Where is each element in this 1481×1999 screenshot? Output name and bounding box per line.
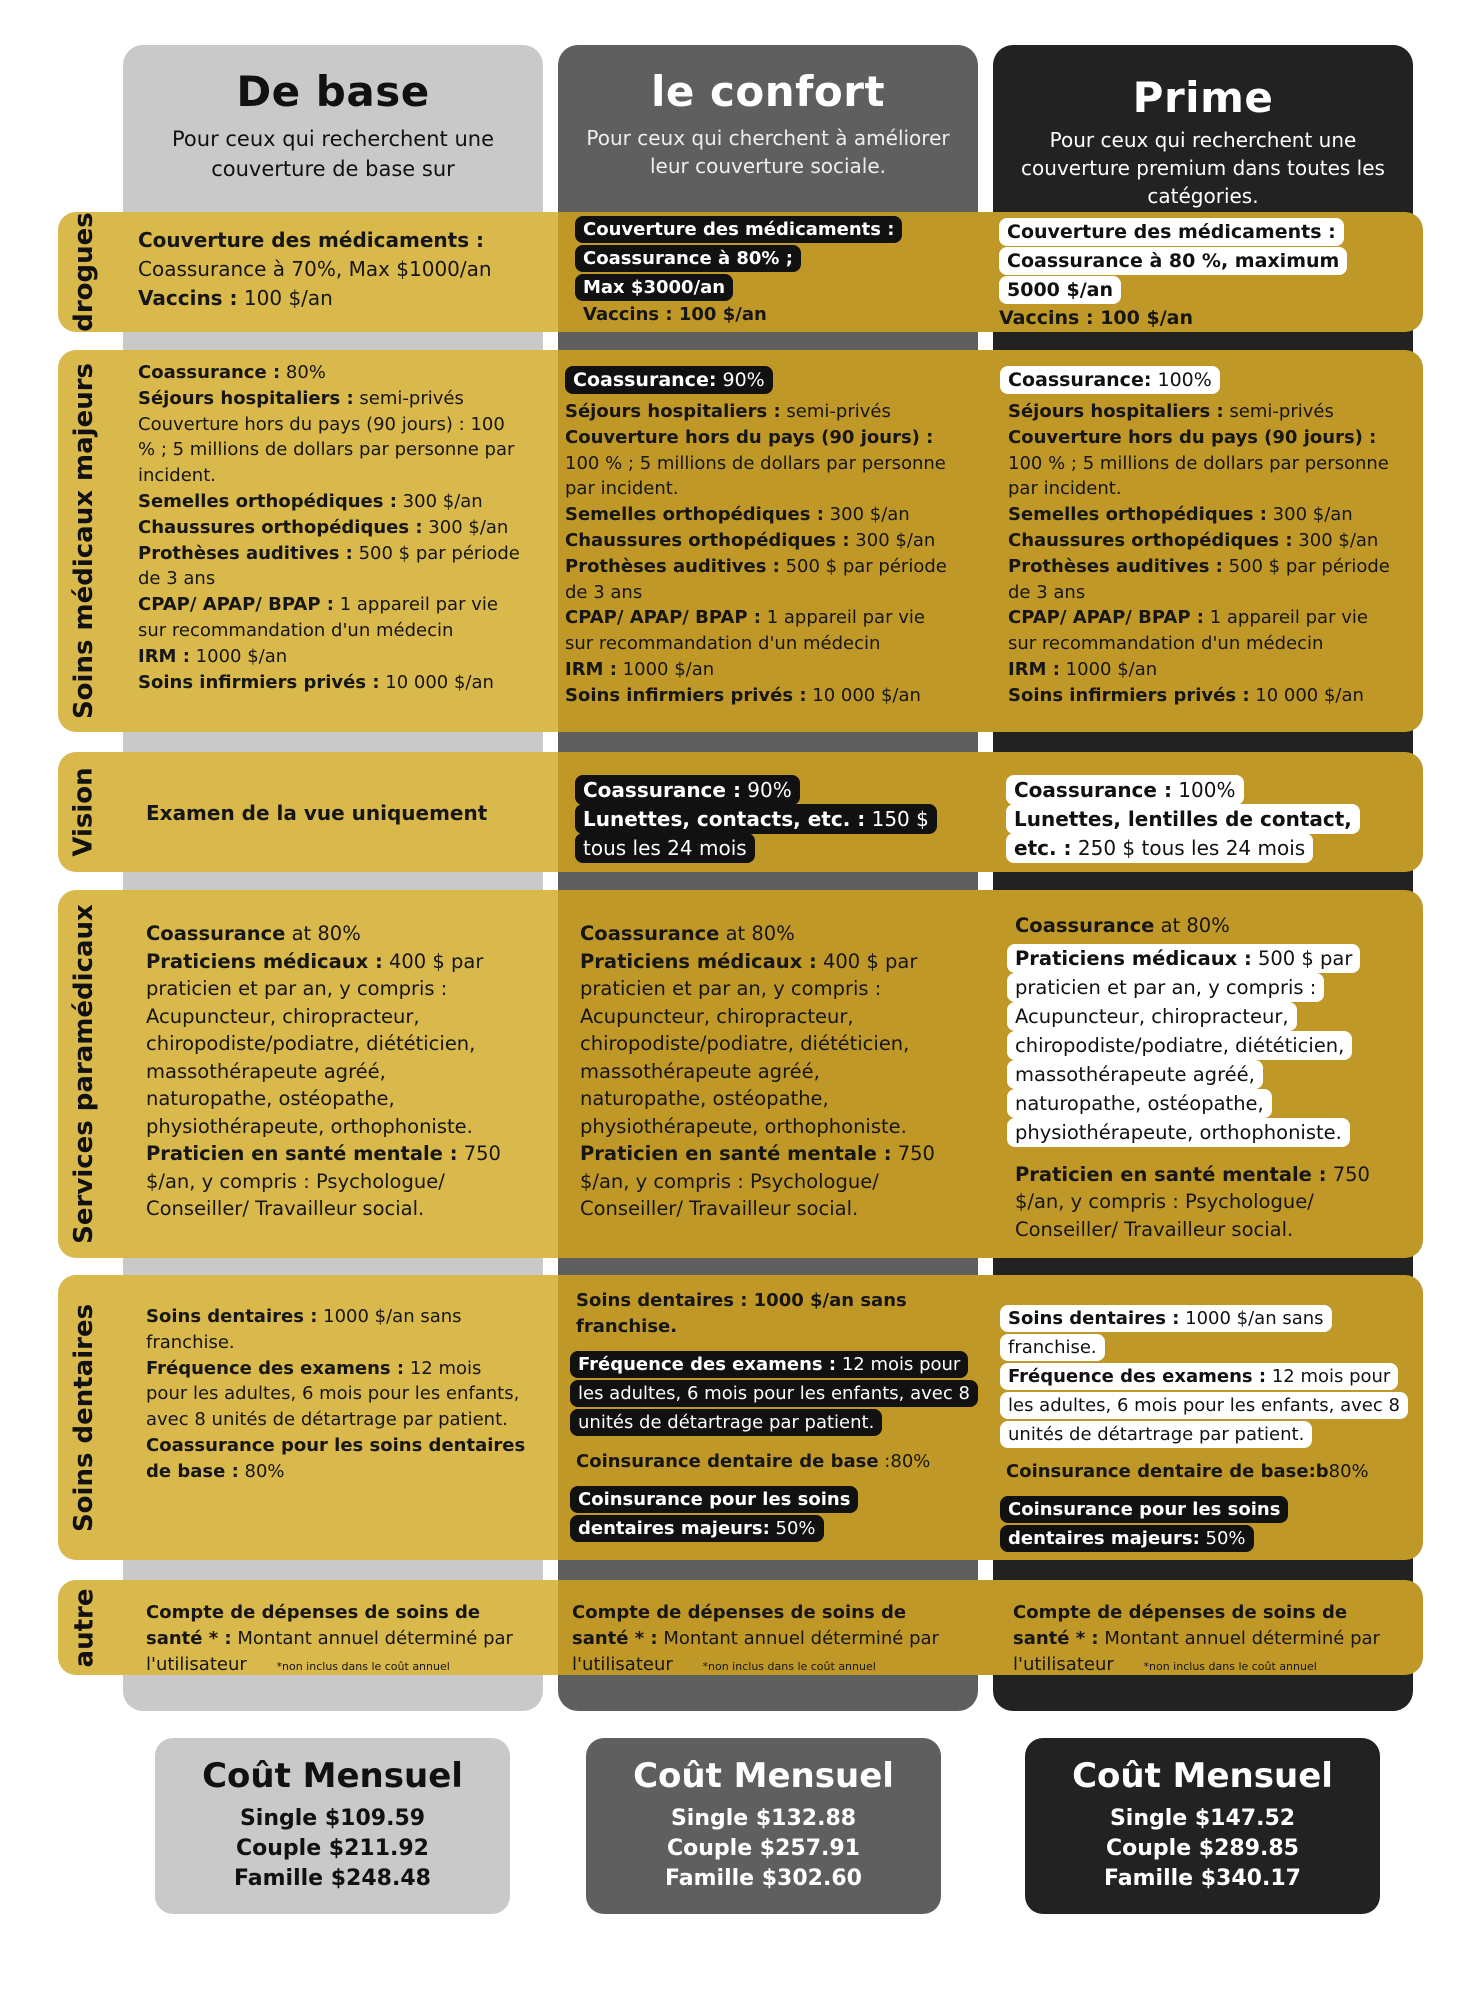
- paramedicaux-prime: Coassurance at 80% Praticiens médicaux : 500 $ par praticien et par an, y compris : Acupuncteur, chiropracteur, chiropodiste/podiatre, diététicien, massothérapeute agréé, naturopathe, ostéopathe, physiothérapeute, orthophoniste. Praticien en santé mentale : 750 $/an, y compris : Psychologue/ Conseiller/ Travailleur social.: [1007, 912, 1387, 1243]
- plan-title: le confort: [650, 67, 886, 116]
- plan-header-confort: [558, 45, 978, 180]
- cost-couple: Couple $257.91: [667, 1836, 860, 1861]
- cost-single: Single $132.88: [670, 1806, 857, 1831]
- section-label-soins-majeurs: Soins médicaux majeurs: [69, 362, 100, 720]
- cost-single: Single $147.52: [1109, 1806, 1296, 1831]
- soins-majeurs-base: Coassurance : 80% Séjours hospitaliers : semi-privés Couverture hors du pays (90 jours) : 100 % ; 5 millions de dollars par personne par incident. Semelles orthopédiques : 300 $/an Chaussures orthopédiques : 300 $/an Prothèses auditives : 500 $ par période de 3 ans CPAP/ APAP/ BPAP : 1 appareil par vie sur recommandation d'un médecin IRM : 1000 $/an Soins infirmiers privés : 10 000 $/an: [138, 362, 520, 693]
- vision-prime: Coassurance : 100% Lunettes, lentilles de contact, etc. : 250 $ tous les 24 mois: [1006, 776, 1406, 863]
- plan-subtitle: Pour ceux qui recherchent une couverture premium dans toutes les catégories.: [1021, 128, 1385, 208]
- section-label-vision: Vision: [69, 767, 99, 857]
- soins-majeurs-prime: Coassurance: 100% Séjours hospitaliers : semi-privés Couverture hors du pays (90 jours) : 100 % ; 5 millions de dollars par personne par incident. Semelles orthopédiques : 300 $/an Chaussures orthopédiques : 300 $/an Prothèses auditives : 500 $ par période de 3 ans CPAP/ APAP/ BPAP : 1 appareil par vie sur recommandation d'un médecin IRM : 1000 $/an Soins infirmiers privés : 10 000 $/an: [1000, 366, 1395, 709]
- cost-title: Coût Mensuel: [633, 1756, 894, 1796]
- dentaires-prime: Soins dentaires : 1000 $/an sans franchise. Fréquence des examens : 12 mois pour les adultes, 6 mois pour les enfants, avec 8 unités de détartrage par patient. Coinsurance dentaire de base:b80% Coinsurance pour les soins dentaires majeurs: 50%: [1000, 1304, 1400, 1553]
- plan-subtitle: Pour ceux qui cherchent à améliorer leur couverture sociale.: [586, 126, 950, 178]
- cost-famille: Famille $340.17: [1104, 1866, 1301, 1891]
- plan-header-base: [123, 45, 543, 184]
- section-label-autre: autre: [69, 1588, 100, 1667]
- paramedicaux-confort: Coassurance at 80% Praticiens médicaux : 400 $ par praticien et par an, y compris : Acupuncteur, chiropracteur, chiropodiste/podiatre, diététicien, massothérapeute agréé, naturopathe, ostéopathe, physiothérapeute, orthophoniste. Praticien en santé mentale : 750 $/an, y compris : Psychologue/ Conseiller/ Travailleur social.: [580, 922, 935, 1220]
- cost-title: Coût Mensuel: [202, 1756, 463, 1796]
- drogues-confort: Couverture des médicaments : Coassurance à 80% ; Max $3000/an Vaccins : 100 $/an: [575, 215, 955, 328]
- plan-subtitle: Pour ceux qui recherchent une couverture de base sur: [172, 127, 494, 181]
- drogues-base: Couverture des médicaments : Coassurance à 70%, Max $1000/an Vaccins : 100 $/an: [138, 228, 492, 310]
- cost-famille: Famille $302.60: [665, 1866, 862, 1891]
- vision-base: Examen de la vue uniquement: [146, 801, 488, 825]
- plan-title: Prime: [1132, 73, 1274, 122]
- soins-majeurs-confort: Coassurance: 90% Séjours hospitaliers : semi-privés Couverture hors du pays (90 jours) : 100 % ; 5 millions de dollars par personne par incident. Semelles orthopédiques : 300 $/an Chaussures orthopédiques : 300 $/an Prothèses auditives : 500 $ par période de 3 ans CPAP/ APAP/ BPAP : 1 appareil par vie sur recommandation d'un médecin IRM : 1000 $/an Soins infirmiers privés : 10 000 $/an: [565, 366, 950, 709]
- monthly-cost-confort: [586, 1738, 941, 1914]
- autre-confort: Compte de dépenses de soins de santé * : Montant annuel déterminé par l'utilisateur *non inclus dans le coût annuel: [572, 1602, 939, 1675]
- section-label-paramedicaux: Services paramédicaux: [69, 904, 99, 1244]
- cost-famille: Famille $248.48: [234, 1866, 431, 1891]
- plan-title: De base: [236, 67, 430, 116]
- cost-couple: Couple $289.85: [1106, 1836, 1299, 1861]
- dentaires-base: Soins dentaires : 1000 $/an sans franchise. Fréquence des examens : 12 mois pour les adultes, 6 mois pour les enfants, avec 8 unités de détartrage par patient. Coassurance pour les soins dentaires de base : 80%: [146, 1306, 526, 1482]
- section-label-drogues: drogues: [69, 212, 99, 332]
- autre-base: Compte de dépenses de soins de santé * : Montant annuel déterminé par l'utilisateur *non inclus dans le coût annuel: [146, 1602, 513, 1675]
- cost-couple: Couple $211.92: [236, 1836, 429, 1861]
- monthly-cost-prime: [1025, 1738, 1380, 1914]
- drogues-prime: Couverture des médicaments : Coassurance à 80 %, maximum 5000 $/an Vaccins : 100 $/an: [999, 218, 1399, 332]
- autre-prime: Compte de dépenses de soins de santé * : Montant annuel déterminé par l'utilisateur *non inclus dans le coût annuel: [1013, 1602, 1380, 1675]
- vision-confort: Coassurance : 90% Lunettes, contacts, etc. : 150 $ tous les 24 mois: [575, 776, 955, 863]
- monthly-cost-base: [155, 1738, 510, 1914]
- cost-single: Single $109.59: [239, 1806, 426, 1831]
- dentaires-confort: Soins dentaires : 1000 $/an sans franchise. Fréquence des examens : 12 mois pour les adultes, 6 mois pour les enfants, avec 8 unités de détartrage par patient. Coinsurance dentaire de base :80% Coinsurance pour les soins dentaires majeurs: 50%: [570, 1288, 970, 1543]
- cost-title: Coût Mensuel: [1072, 1756, 1333, 1796]
- section-label-dentaires: Soins dentaires: [69, 1303, 100, 1532]
- paramedicaux-base: Coassurance at 80% Praticiens médicaux : 400 $ par praticien et par an, y compris : Acupuncteur, chiropracteur, chiropodiste/podiatre, diététicien, massothérapeute agréé, naturopathe, ostéopathe, physiothérapeute, orthophoniste. Praticien en santé mentale : 750 $/an, y compris : Psychologue/ Conseiller/ Travailleur social.: [146, 922, 501, 1220]
- plan-header-prime: [993, 45, 1413, 210]
